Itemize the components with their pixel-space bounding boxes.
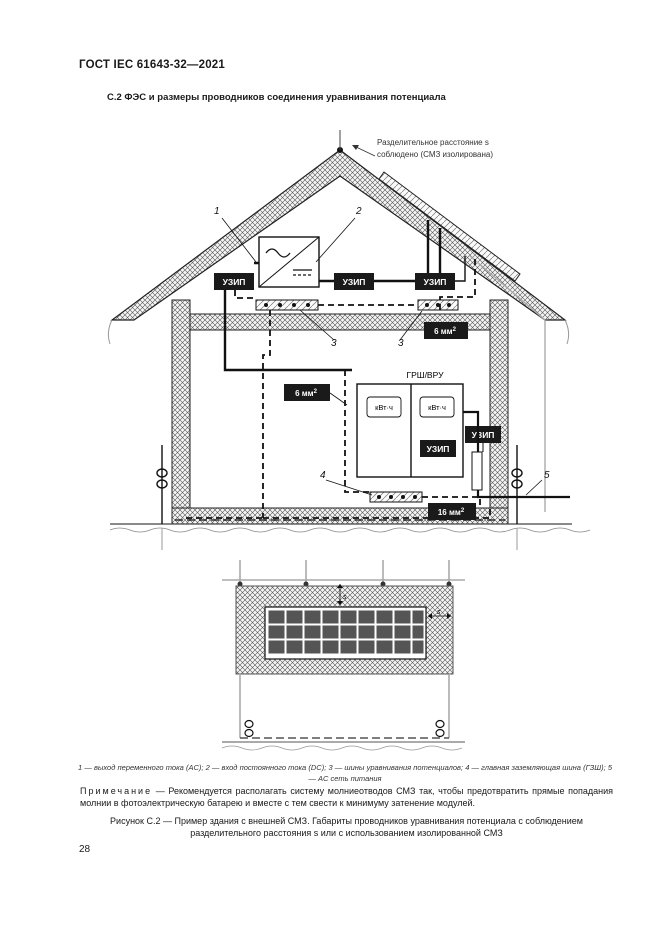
legend-item-1: 1 — выход переменного тока (AC); <box>78 763 206 772</box>
spd-ac <box>214 273 254 290</box>
note <box>80 785 613 809</box>
area-label-room <box>284 384 330 401</box>
spd-incoming <box>465 426 501 443</box>
energy-meter-left <box>367 397 401 417</box>
spd-board <box>420 440 456 457</box>
ground-texture <box>110 528 590 532</box>
svg-text:6 мм2: 6 $мм^2$ <box>295 389 317 398</box>
svg-text:s: s <box>437 609 441 616</box>
bonding-bar-attic-right <box>418 300 458 310</box>
svg-text:3: 3 <box>398 338 404 349</box>
earth-electrode-left <box>157 445 167 524</box>
note-text: — Рекомендуется располагать систему молниеотводов СМЗ так, чтобы предотвратить прямые попадания молнии в фотоэлектрическую батарею и вместе с тем свести к минимуму затенение модулей. <box>80 786 613 808</box>
main-earthing-bar <box>370 492 422 502</box>
standard-header: ГОСТ IEC 61643-32—2021 <box>79 59 225 71</box>
left-gutter <box>108 320 112 344</box>
earth-electrode-right <box>512 445 522 524</box>
pv-roof-module <box>379 172 520 281</box>
svg-text:1: 1 <box>214 206 220 217</box>
energy-meter-right <box>420 397 454 417</box>
svg-text:УЗИП: УЗИП <box>222 277 246 287</box>
legend-item-2: 2 — вход постоянного тока (DC); <box>205 763 329 772</box>
right-gutter <box>565 320 569 344</box>
spd-dc-mid <box>334 273 374 290</box>
bonding-bar-attic-left <box>256 300 318 310</box>
figure-legend <box>78 762 612 784</box>
note-label: Примечание <box>80 786 153 796</box>
legend-item-5: 5 — AC сеть питания <box>308 763 612 783</box>
page-number: 28 <box>79 844 91 855</box>
svg-text:УЗИП: УЗИП <box>342 277 366 287</box>
callout-line-2: соблюдено (СМЗ изолирована) <box>377 150 494 159</box>
section-title: С.2 ФЭС и размеры проводников соединения уравнивания потенциала <box>107 92 446 103</box>
svg-text:16 мм2: 16 $мм^2$ <box>437 508 465 517</box>
pv-detail <box>222 560 465 750</box>
svg-text:s: s <box>343 594 347 601</box>
svg-text:кВт·ч: кВт·ч <box>428 403 446 412</box>
svg-text:кВт·ч: кВт·ч <box>375 403 393 412</box>
svg-text:УЗИП: УЗИП <box>471 430 495 440</box>
right-wall <box>490 300 508 524</box>
svg-text:5: 5 <box>544 470 550 481</box>
pv-cells <box>268 610 424 654</box>
svg-text:УЗИП: УЗИП <box>423 277 447 287</box>
callout-line-1: Разделительное расстояние s <box>377 138 489 147</box>
figure-caption: Рисунок С.2 — Пример здания с внешней СМЗ. Габариты проводников уравнивания потенциала с соблюдением разделительного расстояния s или с использованием изолированной СМЗ <box>110 816 583 838</box>
fuse <box>472 452 482 490</box>
left-wall <box>172 300 190 524</box>
svg-text:УЗИП: УЗИП <box>426 444 450 454</box>
roof <box>112 150 565 320</box>
spd-dc-pv <box>415 273 455 290</box>
svg-text:4: 4 <box>320 470 326 481</box>
legend-item-3: 3 — шины уравнивания потенциалов; <box>328 763 466 772</box>
area-label-earth <box>428 503 476 520</box>
svg-text:2: 2 <box>356 206 362 217</box>
svg-text:3: 3 <box>331 338 337 349</box>
board-label: ГРШ/ВРУ <box>406 370 444 380</box>
area-label-attic <box>424 322 468 339</box>
svg-text:6 мм2: 6 $мм^2$ <box>434 327 456 336</box>
legend-item-4: 4 — главная заземляющая шина (ГЗШ); <box>465 763 608 772</box>
